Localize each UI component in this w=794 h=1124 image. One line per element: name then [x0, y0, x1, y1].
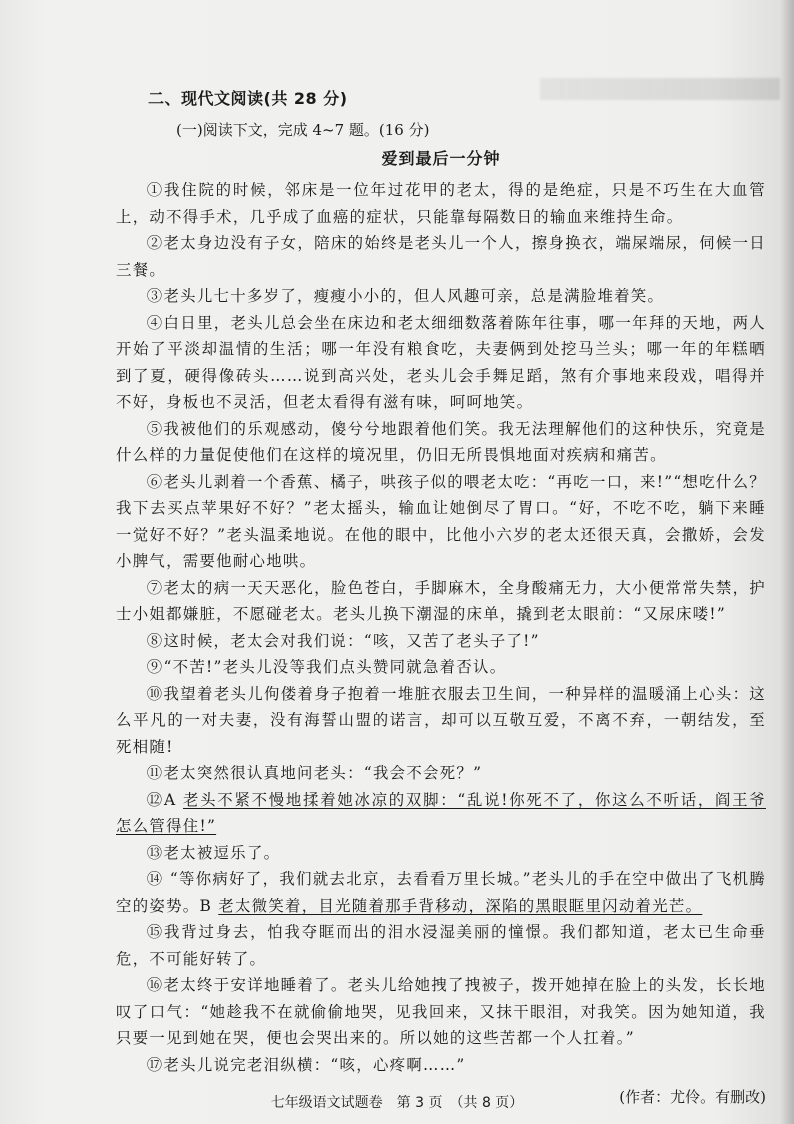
- underlined-sentence-b: 老太微笑着，目光随着那手背移动，深陷的黑眼眶里闪动着光芒。: [218, 896, 703, 915]
- paragraph-3: ③老头儿七十多岁了，瘦瘦小小的，但人风趣可亲，总是满脸堆着笑。: [146, 287, 665, 305]
- paragraph-1: ①我住院的时候，邻床是一位年过花甲的老太，得的是绝症，只是不巧生在大血管上，动不得手术，几乎成了血癌的症状，只能靠每隔数日的输血来维持生命。: [116, 181, 766, 226]
- article-title: 爱到最后一分钟: [381, 149, 501, 168]
- paragraph-16: ⑯老太终于安详地睡着了。老头儿给她拽了拽被子，拨开她掉在脸上的头发，长长地叹了口气：“她趁我不在就偷偷地哭，见我回来，又抹干眼泪，对我笑。因为她知道，我只要一见到她在哭，便也会哭出来的。所以她的这些苦都一个人扛着。”: [116, 976, 766, 1047]
- question-instruction: (一)阅读下文，完成 4~7 题。(16 分): [176, 121, 430, 139]
- scan-edge-shadow: [780, 0, 794, 1124]
- paragraph-10: ⑩我望着老头儿佝偻着身子抱着一堆脏衣服去卫生间，一种异样的温暖涌上心头：这么平凡的一对夫妻，没有海誓山盟的诺言，却可以互敬互爱，不离不弃，一朝结发，至死相随!: [116, 684, 766, 756]
- underlined-sentence-a: 老头不紧不慢地揉着她冰凉的双脚：“乱说!你死不了，你这么不听话，阎王爷怎么管得住!”: [116, 790, 766, 835]
- page-content: [116, 86, 766, 1107]
- paragraph-12: [116, 787, 766, 840]
- paragraph-14: [116, 866, 766, 919]
- paragraph-8: ⑧这时候，老太会对我们说：“咳，又苦了老头子了!”: [146, 631, 540, 650]
- paragraph-17: ⑰老头儿说完老泪纵横：“咳，心疼啊……”: [146, 1055, 466, 1074]
- paragraph-4: ④白日里，老头儿总会坐在床边和老太细细数落着陈年往事，哪一年拜的天地，两人开始了平淡却温情的生活；哪一年没有粮食吃，夫妻俩到处挖马兰头；哪一年的年糕晒到了夏，硬得像砖头……说到高兴处，老头儿会手舞足蹈，煞有介事地来段戏，唱得并不好，身板也不灵活，但老太看得有滋有味，呵呵地笑。: [116, 313, 766, 411]
- page-footer: 七年级语文试题卷 第 3 页 （共 8 页）: [270, 1095, 524, 1111]
- paragraph-12-prefix: ⑫A: [146, 790, 184, 809]
- paragraph-15: ⑮我背过身去，怕我夺眶而出的泪水浸湿美丽的憧憬。我们都知道，老太已生命垂危，不可能好转了。: [116, 923, 766, 968]
- paragraph-2: ②老太身边没有子女，陪床的始终是老头儿一个人，擦身换衣，端屎端尿，伺候一日三餐。: [116, 234, 766, 279]
- paragraph-14-text: ⑭ “等你病好了，我们就去北京，去看看万里长城。”老头儿的手在空中做出了飞机腾空的姿势。B: [116, 870, 766, 915]
- paragraph-11: ⑪老太突然很认真地问老头：“我会不会死？”: [146, 764, 483, 782]
- paragraph-6: ⑥老头儿剥着一个香蕉、橘子，哄孩子似的喂老太吃：“再吃一口，来!”“想吃什么？我下去买点苹果好不好？”老太摇头，输血让她倒尽了胃口。“好，不吃不吃，躺下来睡一觉好不好？”老头温柔地说。在他的眼中，比他小六岁的老太还很天真，会撒娇，会发小脾气，需要他耐心地哄。: [116, 472, 766, 570]
- author-credit: (作者：尤伶。有删改): [619, 1088, 766, 1106]
- paragraph-13: ⑬老太被逗乐了。: [146, 843, 281, 862]
- paragraph-9: ⑨“不苦!”老头儿没等我们点头赞同就急着否认。: [146, 658, 507, 676]
- paragraph-7: ⑦老太的病一天天恶化，脸色苍白，手脚麻木，全身酸痛无力，大小便常常失禁，护士小姐都嫌脏，不愿碰老太。老头儿换下潮湿的床单，撬到老太眼前：“又尿床喽!”: [116, 578, 766, 623]
- paragraph-5: ⑤我被他们的乐观感动，傻兮兮地跟着他们笑。我无法理解他们的这种快乐，究竟是什么样的力量促使他们在这样的境况里，仍旧无所畏惧地面对疾病和痛苦。: [116, 419, 766, 464]
- section-title: 二、现代文阅读(共 28 分): [148, 89, 348, 108]
